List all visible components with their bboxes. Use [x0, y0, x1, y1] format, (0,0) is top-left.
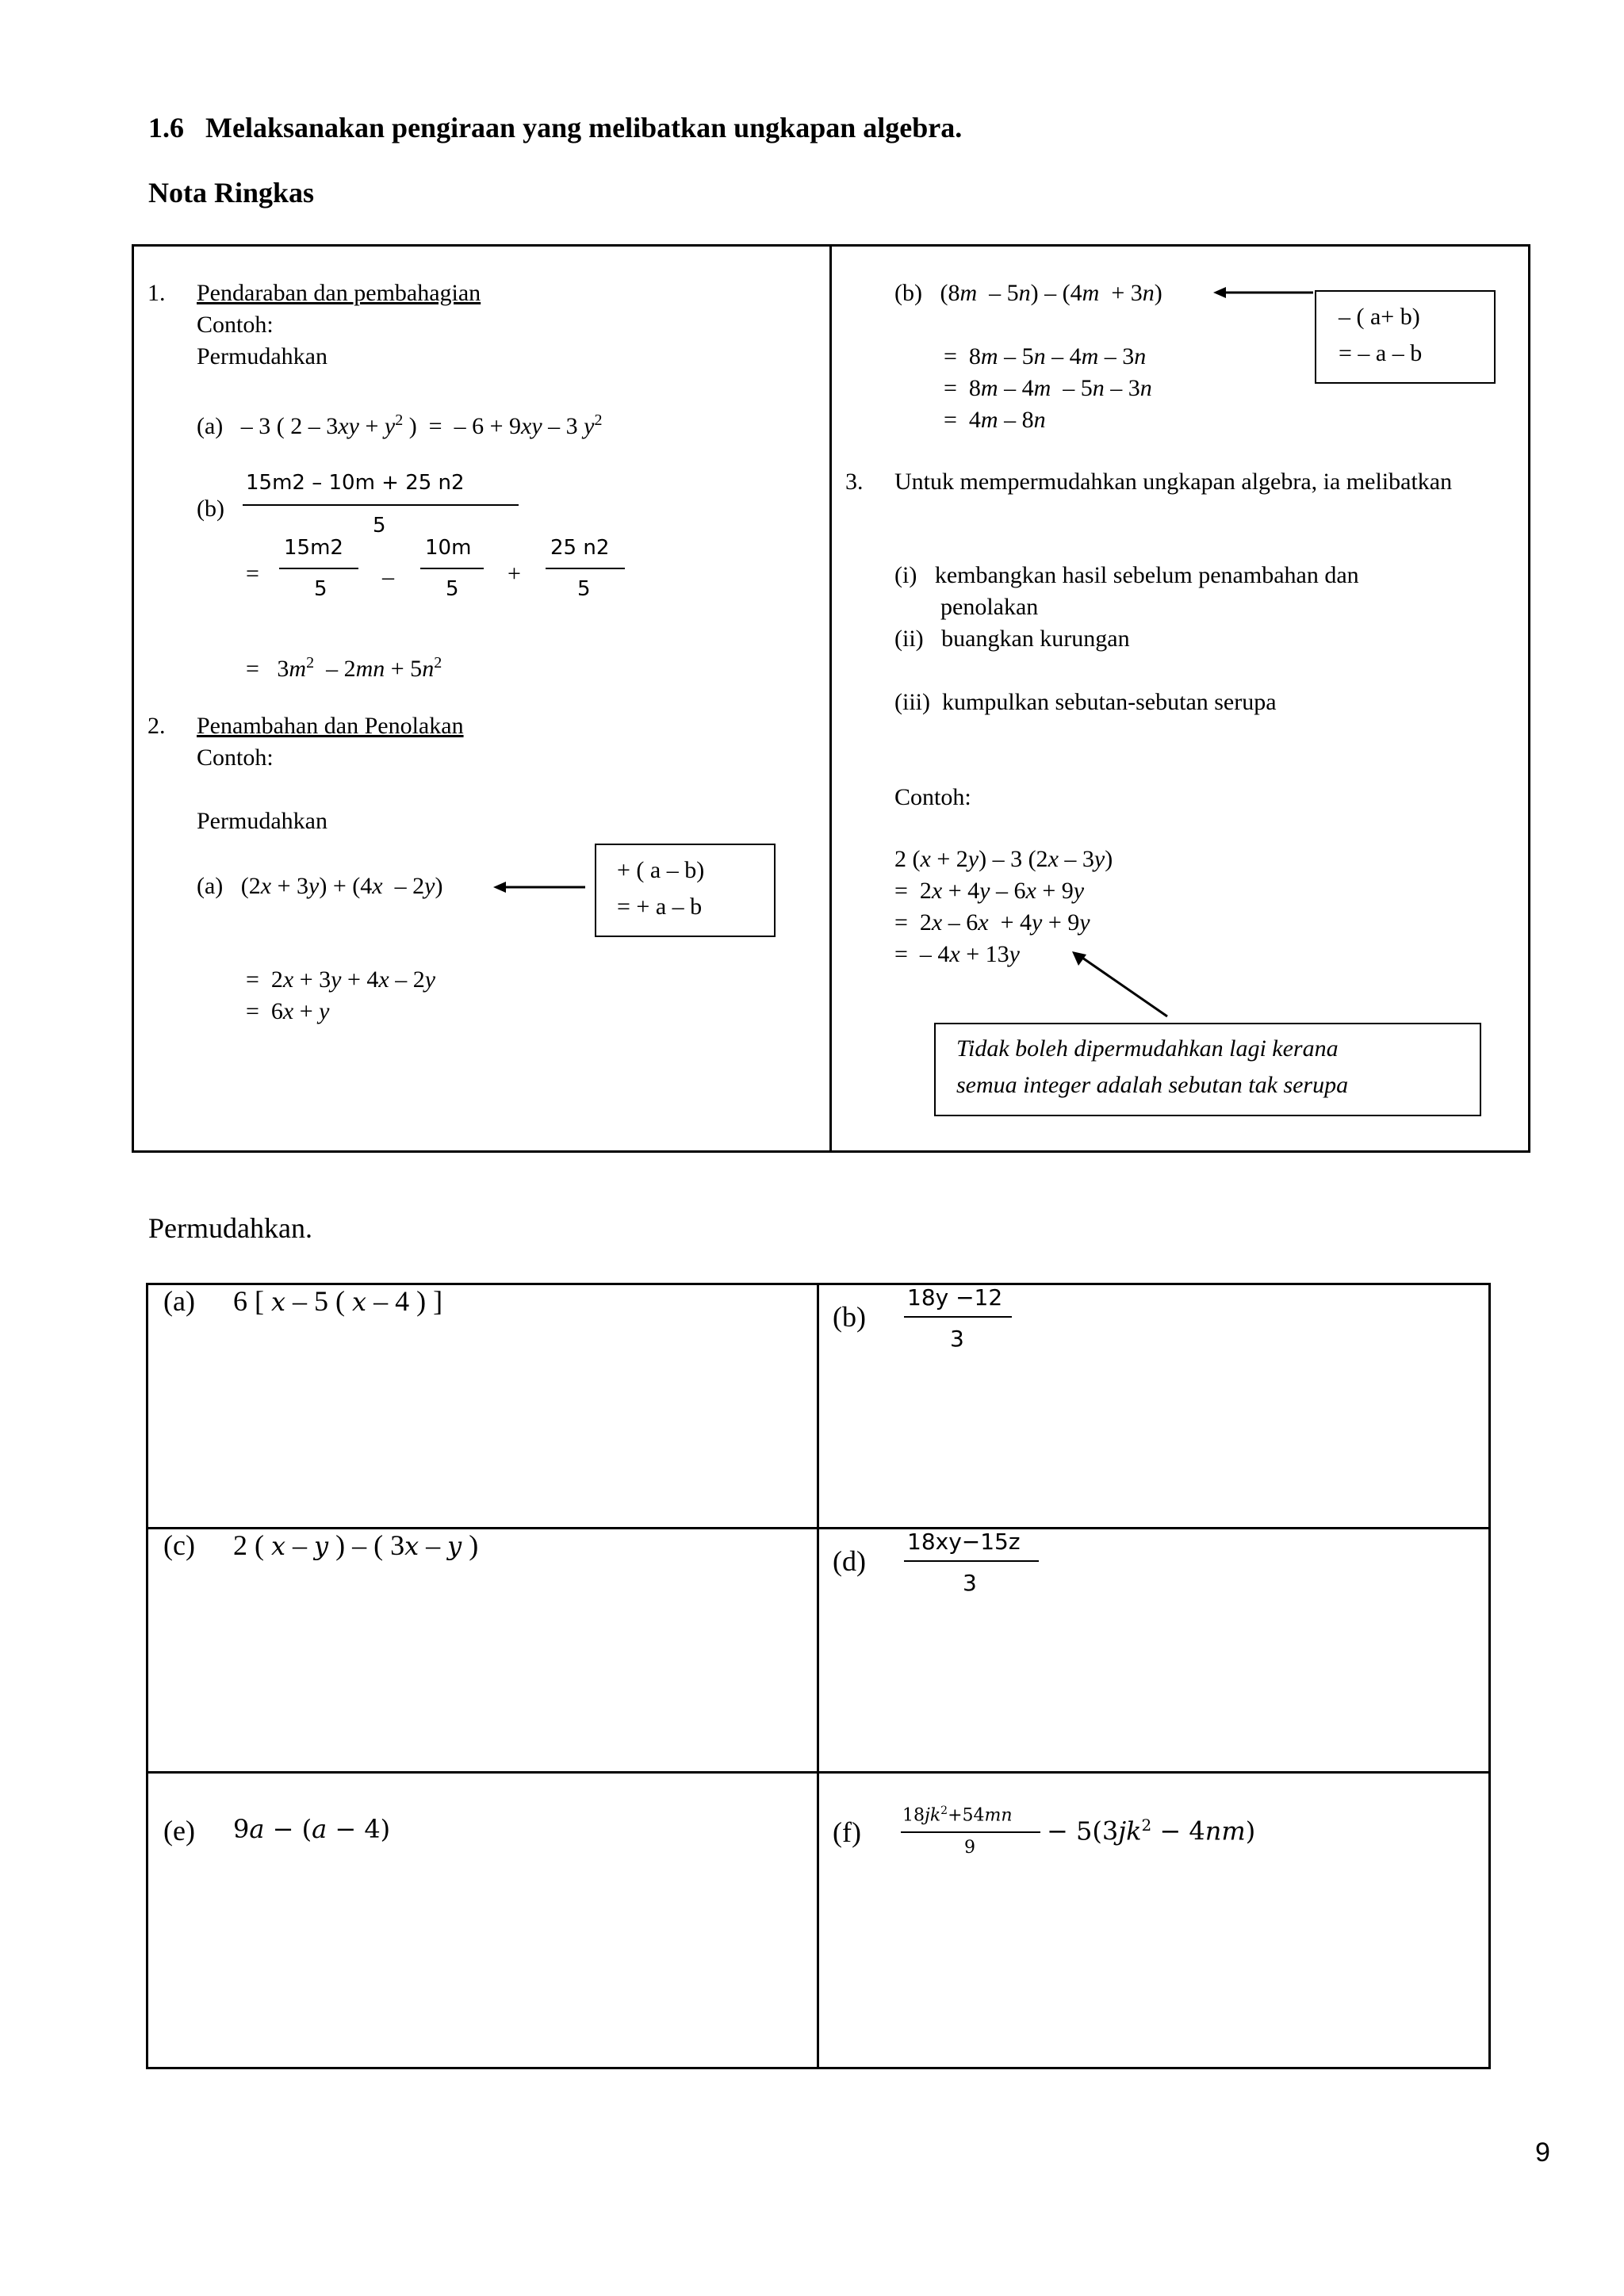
example-3-expr: 2 (x + 2y) – 3 (2x – 3y): [894, 846, 1113, 872]
example-1b-den1: 5: [314, 577, 327, 601]
example-1b-minus: –: [382, 564, 394, 590]
exercise-e-label: (e): [163, 1815, 195, 1846]
example-1b-fraction-bar: [243, 504, 519, 506]
example-1b-denominator: 5: [373, 514, 386, 538]
example-3-step3: = – 4x + 13y: [894, 941, 1020, 967]
arrow-left-icon: [492, 875, 587, 899]
exercise-b-label: (b): [833, 1301, 866, 1333]
example-1a: (a) – 3 ( $2 - 3xy + y^2$ ) = – 6 + 9xy – 3 $y^2$: [197, 411, 603, 439]
exercise-d-denominator: 3: [963, 1570, 977, 1596]
exercise-a-label: (a): [163, 1285, 195, 1317]
example-1b-term2: 10m: [425, 536, 472, 560]
example-3-contoh: Contoh:: [894, 784, 971, 810]
step-iii: (iii) kumpulkan sebutan-sebutan serupa: [894, 689, 1277, 715]
item-2-contoh: Contoh:: [197, 744, 274, 771]
arrow-left-icon: [1212, 281, 1315, 304]
exercise-f-label: (f): [833, 1816, 861, 1848]
item-1-contoh: Contoh:: [197, 312, 274, 338]
rule-box-minus-line1: – ( a+ b): [1339, 304, 1420, 330]
example-1b-den3: 5: [577, 577, 591, 601]
example-2b-step2: = 8m – 4m – 5n – 3n: [944, 375, 1152, 401]
rule-box-plus-line1: + ( a – b): [617, 857, 705, 883]
item-1-title: Pendaraban dan pembahagian: [197, 280, 481, 306]
example-1b-label: (b): [197, 496, 224, 522]
exercise-e-question: 9a − (a − 4): [233, 1814, 391, 1844]
exercise-f-fraction-bar: [901, 1831, 1040, 1833]
example-1b-numerator: 15m2 – 10m + 25 n2: [246, 471, 465, 495]
item-2-permudahkan: Permudahkan: [197, 808, 327, 834]
example-1b-bar3: [546, 568, 625, 569]
item-2-number: 2.: [147, 713, 166, 739]
example-3-step2: = 2x – 6x + 4y + 9y: [894, 909, 1090, 936]
note-box-line1: Tidak boleh dipermudahkan lagi kerana: [956, 1035, 1339, 1062]
exercise-d-label: (d): [833, 1545, 866, 1577]
exercise-d-fraction-bar: [904, 1560, 1039, 1562]
item-2-title: Penambahan dan Penolakan: [197, 713, 464, 739]
item-1-number: 1.: [147, 280, 166, 306]
example-1b-term1: 15m2: [284, 536, 343, 560]
step-ii: (ii) buangkan kurungan: [894, 626, 1130, 652]
item-3-number: 3.: [845, 469, 864, 495]
example-1b-eq: =: [246, 561, 259, 587]
exercise-col-divider: [817, 1283, 819, 2069]
exercise-a-question: 6 [ x – 5 ( x – 4 ) ]: [233, 1285, 443, 1317]
arrow-up-left-icon: [1069, 948, 1172, 1021]
example-1b-result: = $3m^2 - 2mn + 5n^2$: [246, 654, 442, 682]
example-2a: (a) (2x + 3y) + (4x – 2y): [197, 873, 443, 899]
example-2a-step1: = 2x + 3y + 4x – 2y: [246, 966, 436, 993]
section-heading: [148, 111, 962, 144]
exercise-f-rest: − $5(3jk^2 - 4nm)$: [1047, 1816, 1256, 1846]
exercise-f-denominator: 9: [964, 1838, 975, 1858]
rule-box-plus-line2: = + a – b: [617, 894, 703, 920]
section-title: Melaksanakan pengiraan yang melibatkan ungkapan algebra.: [205, 112, 963, 144]
notes-divider: [829, 244, 832, 1153]
example-2b-step1: = 8m – 5n – 4m – 3n: [944, 343, 1147, 369]
example-2b-step3: = 4m – 8n: [944, 407, 1046, 433]
example-1b-bar2: [420, 568, 484, 569]
item-1-permudahkan: Permudahkan: [197, 343, 327, 369]
exercise-b-denominator: 3: [950, 1326, 964, 1352]
exercise-title: Permudahkan.: [148, 1212, 312, 1244]
exercise-b-numerator: 18y −12: [907, 1284, 1003, 1311]
exercise-f-numerator: $18jk^2+54mn$: [902, 1804, 1013, 1826]
example-2b: (b) (8m – 5n) – (4m + 3n): [894, 280, 1162, 306]
step-i: (i) kembangkan hasil sebelum penambahan dan: [894, 562, 1359, 588]
example-3-step1: = 2x + 4y – 6x + 9y: [894, 878, 1085, 904]
page-number: 9: [1535, 2137, 1550, 2168]
example-1b-bar1: [279, 568, 358, 569]
example-2a-step2: = 6x + y: [246, 998, 330, 1024]
exercise-d-numerator: 18xy−15z: [907, 1529, 1021, 1555]
exercise-row-divider: [146, 1771, 1491, 1774]
section-number: 1.6: [148, 112, 184, 144]
rule-box-minus-line2: = – a – b: [1339, 340, 1423, 366]
example-1b-term3: 25 n2: [550, 536, 610, 560]
note-box-line2: semua integer adalah sebutan tak serupa: [956, 1072, 1349, 1098]
step-i-cont: penolakan: [940, 594, 1039, 620]
example-1b-den2: 5: [446, 577, 459, 601]
exercise-c-label: (c): [163, 1529, 195, 1561]
exercise-c-question: 2 ( x – y ) – ( 3x – y ): [233, 1529, 479, 1561]
example-1b-plus: +: [508, 561, 521, 587]
notes-title: Nota Ringkas: [148, 177, 315, 209]
item-3-text: Untuk mempermudahkan ungkapan algebra, ia melibatkan: [894, 469, 1453, 495]
exercise-b-fraction-bar: [904, 1316, 1012, 1318]
